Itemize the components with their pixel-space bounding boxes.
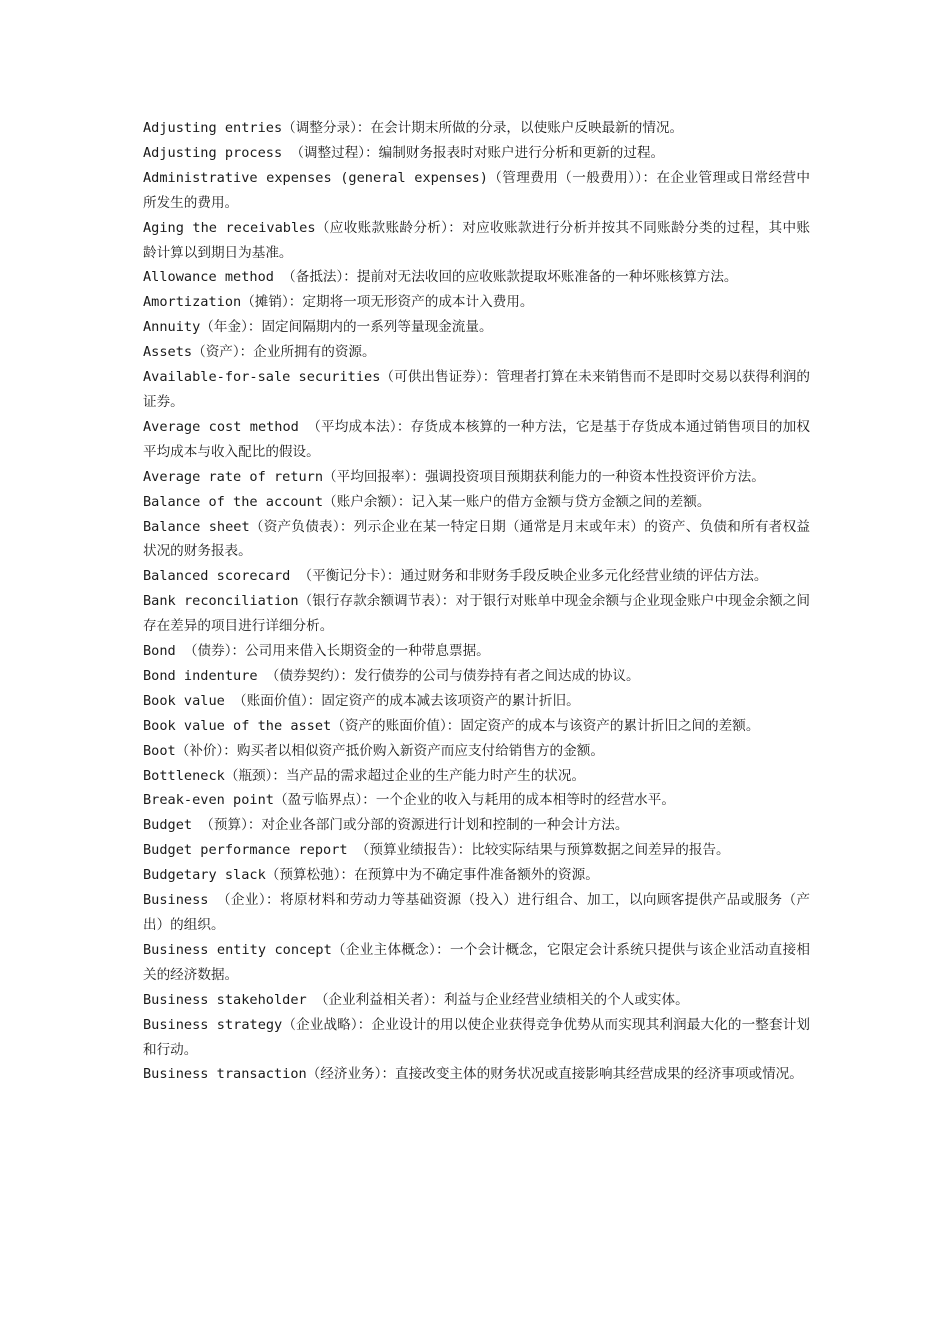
glossary-entry: Book value of the asset（资产的账面价值）：固定资产的成本与该资产的累计折旧之间的差额。	[143, 717, 760, 734]
glossary-entry: Business strategy（企业战略）：企业设计的用以使企业获得竞争优势从而实现其利润最大化的一整套计划和行动。	[143, 1016, 810, 1058]
glossary-entry: Boot（补价）：购买者以相似资产抵价购入新资产而应支付给销售方的金额。	[143, 742, 604, 759]
glossary-entry: Administrative expenses (general expenses)（管理费用（一般费用））：在企业管理或日常经营中所发生的费用。	[143, 169, 810, 211]
glossary-entry: Annuity（年金）：固定间隔期内的一系列等量现金流量。	[143, 319, 493, 336]
glossary-entry: Balanced scorecard （平衡记分卡）：通过财务和非财务手段反映企业多元化经营业绩的评估方法。	[143, 568, 768, 585]
glossary-entry: Adjusting entries（调整分录）：在会计期末所做的分录，以使账户反映最新的情况。	[143, 120, 684, 136]
glossary-entry: Balance of the account（账户余额）：记入某一账户的借方金额与贷方金额之间的差额。	[143, 493, 711, 510]
glossary-entry: Budget performance report （预算业绩报告）：比较实际结果与预算数据之间差异的报告。	[143, 842, 730, 859]
glossary-entry: Average cost method （平均成本法）：存货成本核算的一种方法，它是基于存货成本通过销售项目的加权平均成本与收入配比的假设。	[143, 418, 810, 460]
glossary-entry: Assets（资产）：企业所拥有的资源。	[143, 344, 376, 361]
glossary-entry: Bank reconciliation（银行存款余额调节表）：对于银行对账单中现金余额与企业现金账户中现金余额之间存在差异的项目进行详细分析。	[143, 593, 810, 635]
glossary-entry: Average rate of return（平均回报率）：强调投资项目预期获利能力的一种资本性投资评价方法。	[143, 468, 765, 485]
glossary-entry: Adjusting process （调整过程）：编制财务报表时对账户进行分析和更新的过程。	[143, 144, 665, 161]
glossary-entry: Bond indenture （债券契约）：发行债券的公司与债券持有者之间达成的协议。	[143, 667, 640, 684]
glossary-entry: Allowance method （备抵法）：提前对无法收回的应收账款提取坏账准备的一种坏账核算方法。	[143, 269, 738, 286]
glossary-entry: Break-even point（盈亏临界点）：一个企业的收入与耗用的成本相等时的经营水平。	[143, 792, 675, 809]
glossary-entry: Budgetary slack（预算松弛）：在预算中为不确定事件准备额外的资源。	[143, 867, 599, 884]
glossary-entry: Aging the receivables（应收账款账龄分析）：对应收账款进行分析并按其不同账龄分类的过程，其中账龄计算以到期日为基准。	[143, 219, 810, 261]
glossary-entry: Available-for-sale securities（可供出售证券）：管理者打算在未来销售而不是即时交易以获得利润的证券。	[143, 369, 810, 410]
glossary-entry: Amortization（摊销）：定期将一项无形资产的成本计入费用。	[143, 294, 534, 311]
glossary-list	[143, 116, 810, 1087]
glossary-entry: Balance sheet（资产负债表）：列示企业在某一特定日期（通常是月末或年末）的资产、负债和所有者权益状况的财务报表。	[143, 518, 810, 560]
glossary-entry: Bond （债券）：公司用来借入长期资金的一种带息票据。	[143, 643, 490, 660]
glossary-entry: Business transaction（经济业务）：直接改变主体的财务状况或直接影响其经营成果的经济事项或情况。	[143, 1066, 803, 1083]
glossary-entry: Budget （预算）：对企业各部门或分部的资源进行计划和控制的一种会计方法。	[143, 817, 629, 834]
glossary-entry: Book value （账面价值）：固定资产的成本减去该项资产的累计折旧。	[143, 692, 580, 709]
glossary-entry: Business entity concept（企业主体概念）：一个会计概念，它限定会计系统只提供与该企业活动直接相关的经济数据。	[143, 941, 810, 983]
glossary-entry: Business stakeholder （企业利益相关者）：利益与企业经营业绩相关的个人或实体。	[143, 991, 689, 1008]
glossary-entry: Bottleneck（瓶颈）：当产品的需求超过企业的生产能力时产生的状况。	[143, 767, 586, 784]
glossary-entry: Business （企业）：将原材料和劳动力等基础资源（投入）进行组合、加工，以向顾客提供产品或服务（产出）的组织。	[143, 892, 810, 933]
